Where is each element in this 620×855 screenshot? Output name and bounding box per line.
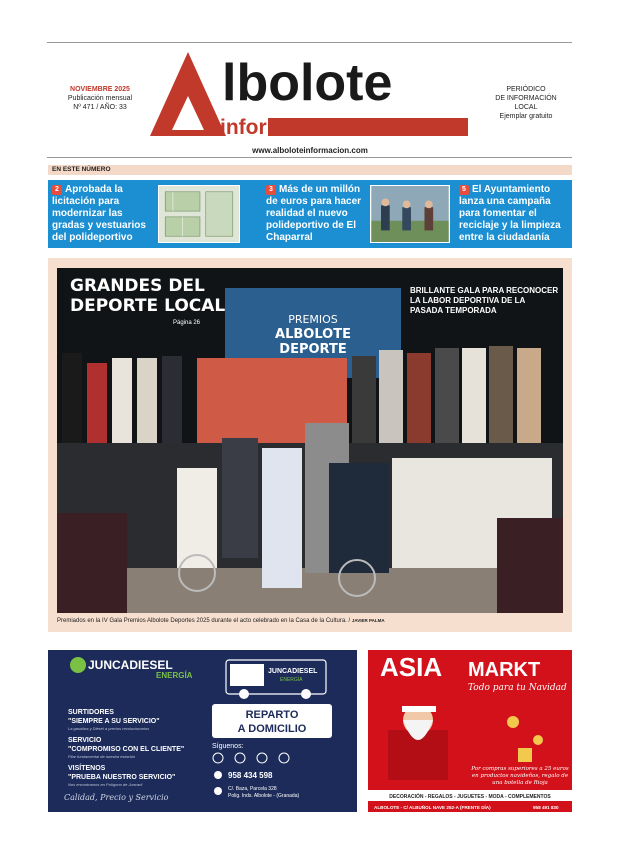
ad-brand: JUNCADIESEL bbox=[88, 658, 173, 672]
ad-item-3-note: Nos encontramos en Polígono de Juncaril bbox=[68, 782, 143, 787]
subheadline-line-1: BRILLANTE GALA PARA RECONOCER bbox=[410, 286, 559, 295]
teaser-1-page: 2 bbox=[52, 185, 62, 195]
asia-address: ALBOLOTE - C/ ALBUÑOL NAVE 252-A (FRENTE DÍA) bbox=[374, 805, 491, 810]
top-rule bbox=[47, 42, 572, 43]
main-headline bbox=[70, 276, 225, 316]
photo-caption bbox=[57, 618, 385, 624]
page-reference: Página 26 bbox=[173, 320, 201, 326]
pub-line-3: LOCAL bbox=[514, 104, 538, 111]
truck-brand-sub: ENERGÍA bbox=[280, 677, 303, 683]
subheadline-line-3: PASADA TEMPORADA bbox=[410, 306, 497, 315]
albolote-logo bbox=[150, 48, 475, 143]
ad-item-2-head: SERVICIO bbox=[68, 737, 102, 744]
screen-line-1: PREMIOS bbox=[288, 313, 338, 326]
ad-item-3-quote: "PRUEBA NUESTRO SERVICIO" bbox=[68, 774, 176, 781]
screen-line-2: ALBOLOTE bbox=[275, 327, 351, 342]
logo-sub-text: información bbox=[220, 116, 341, 139]
ad-address-1: C/. Baza, Parcela 328 bbox=[228, 786, 277, 792]
teaser-1-plan-image bbox=[158, 185, 240, 243]
url-rule bbox=[47, 157, 572, 158]
ornament-icon bbox=[507, 716, 519, 728]
teaser-3-page: 5 bbox=[459, 185, 469, 195]
asia-brand-2: MARKT bbox=[468, 659, 541, 681]
ad-item-2-quote: "COMPROMISO CON EL CLIENTE" bbox=[68, 746, 185, 753]
issue-info bbox=[55, 85, 145, 112]
ad-slogan: Calidad, Precio y Servicio bbox=[64, 793, 169, 802]
issue-frequency: Publicación mensual bbox=[67, 95, 133, 102]
pub-line-1: PERIÓDICO bbox=[506, 86, 546, 93]
teaser-3-photo bbox=[370, 185, 450, 243]
teaser-2[interactable] bbox=[266, 184, 366, 244]
delivery-line-2: A DOMICILIO bbox=[237, 723, 307, 735]
main-subheadline bbox=[410, 286, 560, 316]
ad-item-1-note: La gasolina y Diésel a precios revolucionarios bbox=[68, 726, 150, 731]
phone-icon bbox=[214, 771, 222, 779]
photo-credit: JAVIER PALMA bbox=[351, 618, 385, 623]
subheadline-line-2: LA LABOR DEPORTIVA DE LA bbox=[410, 296, 526, 305]
ad-item-2-note: Pilar fundamental de nuestra estación bbox=[68, 754, 136, 759]
ad-item-3-head: VISÍTENOS bbox=[68, 765, 106, 772]
follow-label: Síguenos: bbox=[212, 743, 244, 750]
asia-categories: DECORACIÓN - REGALOS - JUGUETES - MODA - COMPLEMENTOS bbox=[389, 794, 551, 800]
location-icon bbox=[214, 787, 222, 795]
delivery-line-1: REPARTO bbox=[245, 709, 299, 721]
logo-main-text: lbolote bbox=[222, 54, 393, 112]
asia-brand-1: ASIA bbox=[380, 652, 443, 682]
caption-text: Premiados en la IV Gala Premios Albolote Deportes 2025 durante el acto celebrado en la Casa de la Cultura. / bbox=[57, 618, 351, 624]
ad-brand-sub: ENERGÍA bbox=[156, 671, 193, 680]
website-link[interactable]: www.alboloteinformacion.com bbox=[252, 146, 368, 155]
ad-item-1-head: SURTIDORES bbox=[68, 709, 114, 716]
gift-icon bbox=[518, 748, 532, 762]
teaser-2-page: 3 bbox=[266, 185, 276, 195]
publication-info bbox=[486, 85, 566, 121]
teaser-strip bbox=[48, 180, 572, 248]
truck-brand: JUNCADIESEL bbox=[268, 668, 318, 675]
teaser-2-text: Más de un millón de euros para hacer realidad el nuevo polideportivo de El Chaparral bbox=[266, 184, 362, 243]
headline-line-1: GRANDES DEL bbox=[70, 276, 205, 296]
juncadiesel-ad bbox=[48, 650, 357, 812]
ad-phone: 958 434 598 bbox=[228, 771, 273, 780]
asia-phone: 958 491 830 bbox=[533, 805, 559, 810]
gala-photo bbox=[57, 268, 563, 613]
asia-markt-ad bbox=[368, 650, 572, 812]
issue-number: Nº 471 / AÑO: 33 bbox=[73, 104, 127, 111]
asia-tagline: Todo para tu Navidad bbox=[468, 683, 567, 693]
teaser-1-text: Aprobada la licitación para modernizar las gradas y vestuarios del polideportivo bbox=[52, 184, 146, 243]
pub-line-4: Ejemplar gratuito bbox=[499, 113, 553, 120]
teaser-3[interactable] bbox=[459, 184, 567, 244]
ad-address-2: Polig. Inds. Albolote - (Granada) bbox=[228, 793, 300, 799]
promo-line-2: en productos navideños, regalo de bbox=[471, 773, 569, 779]
screen-line-3: DEPORTE bbox=[279, 342, 347, 357]
ad-item-1-quote: "SIEMPRE A SU SERVICIO" bbox=[68, 718, 160, 725]
headline-line-2: DEPORTE LOCAL bbox=[70, 296, 226, 316]
promo-line-3: una botella de Rioja bbox=[492, 780, 548, 786]
in-this-issue-label: EN ESTE NÚMERO bbox=[48, 165, 572, 175]
left-seat bbox=[57, 513, 127, 613]
right-seat bbox=[497, 518, 563, 613]
pub-line-2: DE INFORMACIÓN bbox=[495, 95, 557, 102]
promo-line-1: Por compras superiores a 25 euros bbox=[471, 766, 569, 772]
teaser-3-text: El Ayuntamiento lanza una campaña para fomentar el reciclaje y la limpieza entre la ciudadanía bbox=[459, 184, 561, 243]
teaser-1[interactable] bbox=[52, 184, 152, 244]
juncadiesel-logo-icon bbox=[70, 657, 86, 673]
issue-month: NOVIEMBRE 2025 bbox=[70, 86, 130, 93]
